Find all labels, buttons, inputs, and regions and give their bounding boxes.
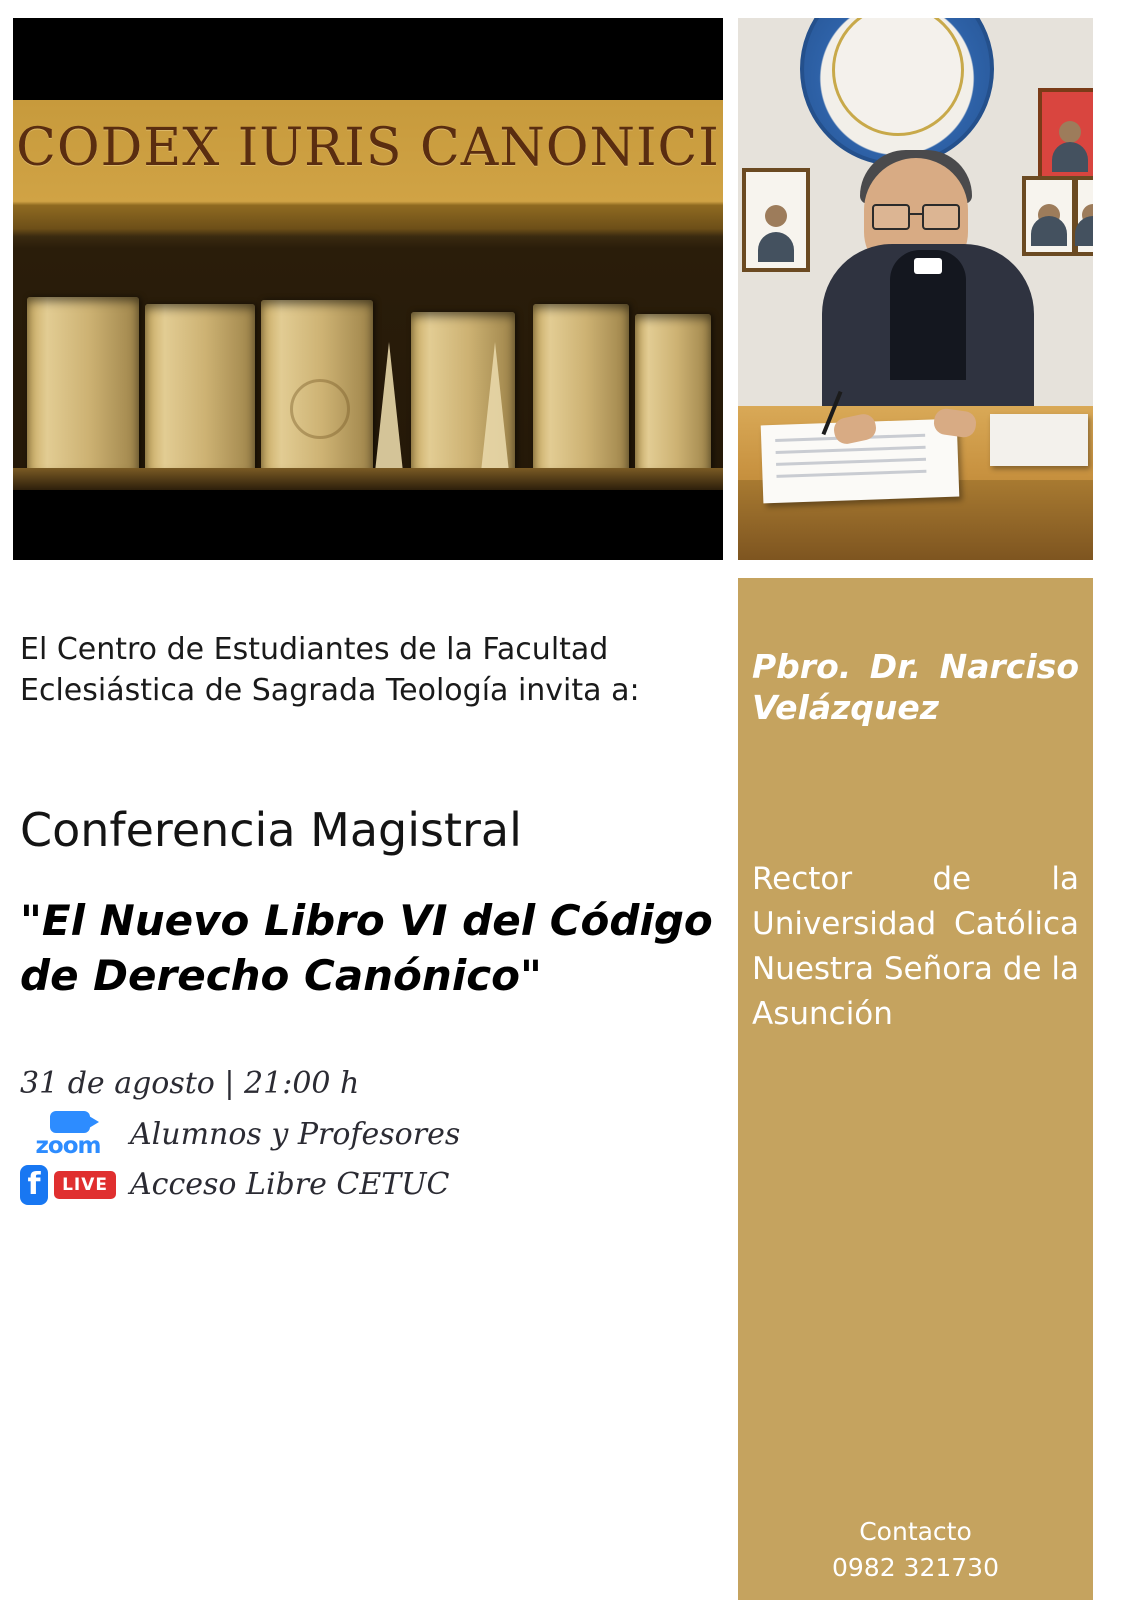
codex-book — [533, 304, 629, 472]
wall-frame-sacred-heart — [1038, 88, 1093, 182]
speaker-panel — [738, 578, 1093, 1600]
frame-portrait-body — [1031, 216, 1067, 246]
announcement-column — [20, 630, 720, 1211]
zoom-audience-text: Alumnos y Profesores — [130, 1117, 461, 1153]
contact-label: Contacto — [859, 1516, 972, 1546]
codex-book-shelf — [13, 240, 723, 490]
codex-book — [145, 304, 255, 472]
wall-frame — [1022, 176, 1076, 256]
header-images — [0, 0, 1131, 560]
zoom-icon[interactable] — [20, 1111, 116, 1159]
paper-line — [776, 446, 926, 454]
speaker-role: Rector de la Universidad Católica Nuestra Señora de la Asunción — [752, 860, 1079, 1033]
book-emblem-icon — [290, 379, 350, 439]
codex-photo-title: CODEX IURIS CANONICI — [16, 118, 720, 178]
contact-block — [738, 1514, 1093, 1587]
wall-frame — [1074, 176, 1093, 256]
desk-paper-stack — [990, 414, 1088, 466]
contact-phone[interactable]: 0982 321730 — [831, 1552, 999, 1582]
live-badge: LIVE — [54, 1171, 116, 1199]
conference-label: Conferencia Magistral — [20, 803, 522, 857]
glasses-lens-left — [872, 204, 910, 230]
talk-title: "El Nuevo Libro VI del Código de Derecho Canónico" — [20, 896, 713, 1001]
facebook-logo-icon: f — [20, 1165, 48, 1205]
facebook-access-row — [20, 1165, 720, 1205]
codex-iuris-canonici-photo — [13, 18, 723, 560]
zoom-camera-glyph — [50, 1111, 90, 1133]
codex-bookmark — [375, 342, 403, 472]
event-details — [20, 1066, 720, 1205]
codex-book — [635, 314, 711, 472]
codex-book — [261, 300, 373, 472]
codex-shelf-base — [13, 468, 723, 490]
frame-portrait-head — [1059, 121, 1081, 143]
frame-portrait-body — [1075, 216, 1093, 246]
zoom-wordmark: zoom — [35, 1132, 101, 1159]
facebook-live-icon[interactable] — [20, 1165, 116, 1205]
glasses-icon — [872, 204, 960, 226]
glasses-lens-right — [922, 204, 960, 230]
zoom-access-row — [20, 1111, 720, 1159]
codex-bookmark — [481, 342, 509, 472]
paper-line — [776, 458, 926, 466]
speaker-name: Pbro. Dr. Narciso Velázquez — [752, 647, 1079, 728]
wall-frame — [742, 168, 810, 272]
paper-line — [776, 470, 926, 478]
university-seal-inner — [832, 18, 964, 136]
codex-book — [27, 297, 139, 472]
event-datetime: 31 de agosto | 21:00 h — [20, 1065, 360, 1101]
frame-portrait-body — [758, 232, 794, 262]
roman-collar — [914, 258, 942, 274]
facebook-access-text: Acceso Libre CETUC — [130, 1167, 450, 1203]
frame-portrait-body — [1052, 142, 1088, 172]
codex-photo-scene — [13, 100, 723, 490]
frame-portrait-head — [765, 205, 787, 227]
speaker-portrait-photo — [738, 18, 1093, 560]
invitation-text: El Centro de Estudiantes de la Facultad Eclesiástica de Sagrada Teología invita a: — [20, 632, 640, 708]
portrait-clerical-shirt — [890, 250, 966, 380]
